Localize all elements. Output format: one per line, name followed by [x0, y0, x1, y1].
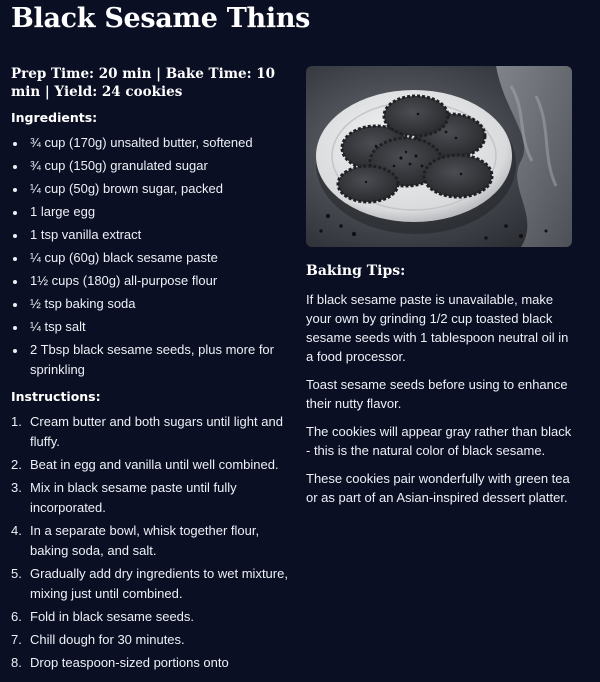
recipe-meta: Prep Time: 20 min | Bake Time: 10 min | Yield: 24 cookies [11, 66, 276, 100]
ingredients-heading: Ingredients: [11, 110, 98, 125]
step-text: Fold in black sesame seeds. [30, 609, 195, 624]
step-text: Beat in egg and vanilla until well combined. [30, 457, 279, 472]
step-number: 1. [11, 414, 22, 429]
instruction-step [11, 521, 291, 561]
ingredient-item: ¼ cup (60g) black sesame paste [11, 248, 291, 268]
step-text: Cream butter and both sugars until light and fluffy. [30, 414, 283, 449]
tip-paragraph: If black sesame paste is unavailable, make your own by grinding 1/2 cup toasted black sesame seeds with 1 tablespoon neutral oil in a food processor. [306, 292, 569, 364]
ingredient-item: 1 large egg [11, 202, 291, 222]
instruction-step [11, 653, 291, 673]
step-text: Gradually add dry ingredients to wet mixture, mixing just until combined. [30, 566, 288, 601]
tip-paragraph: These cookies pair wonderfully with green tea or as part of an Asian-inspired dessert platter. [306, 471, 570, 505]
step-number: 2. [11, 457, 22, 472]
instruction-step [11, 564, 291, 604]
instruction-step [11, 630, 291, 650]
tip-paragraph: Toast sesame seeds before using to enhance their nutty flavor. [306, 377, 568, 411]
step-text: Chill dough for 30 minutes. [30, 632, 185, 647]
step-text: In a separate bowl, whisk together flour, baking soda, and salt. [30, 523, 260, 558]
instruction-step [11, 478, 291, 518]
tip-paragraph: The cookies will appear gray rather than black - this is the natural color of black sesame. [306, 424, 572, 458]
ingredient-item: ¾ cup (170g) unsalted butter, softened [11, 133, 291, 153]
step-text: Drop teaspoon-sized portions onto [30, 655, 229, 670]
step-number: 3. [11, 480, 22, 495]
instructions-heading: Instructions: [11, 389, 101, 404]
ingredient-item: ¼ cup (50g) brown sugar, packed [11, 179, 291, 199]
step-number: 7. [11, 632, 22, 647]
ingredient-item: ¾ cup (150g) granulated sugar [11, 156, 291, 176]
ingredient-item: ½ tsp baking soda [11, 294, 291, 314]
ingredients-list [11, 133, 291, 380]
instruction-step [11, 412, 291, 452]
recipe-column [11, 65, 291, 676]
tips-heading: Baking Tips: [306, 263, 406, 279]
ingredient-item: 2 Tbsp black sesame seeds, plus more for sprinkling [11, 340, 291, 380]
ingredient-item: 1 tsp vanilla extract [11, 225, 291, 245]
recipe-title: Black Sesame Thins [11, 3, 311, 34]
step-number: 6. [11, 609, 22, 624]
ingredient-item: ¼ tsp salt [11, 317, 291, 337]
step-number: 4. [11, 523, 22, 538]
step-number: 8. [11, 655, 22, 670]
step-text: Mix in black sesame paste until fully incorporated. [30, 480, 237, 515]
instruction-step [11, 455, 291, 475]
instructions-list [11, 412, 291, 673]
tips-column [306, 66, 572, 516]
instruction-step [11, 607, 291, 627]
cookie-photo [306, 66, 572, 247]
ingredient-item: 1½ cups (180g) all-purpose flour [11, 271, 291, 291]
step-number: 5. [11, 566, 22, 581]
